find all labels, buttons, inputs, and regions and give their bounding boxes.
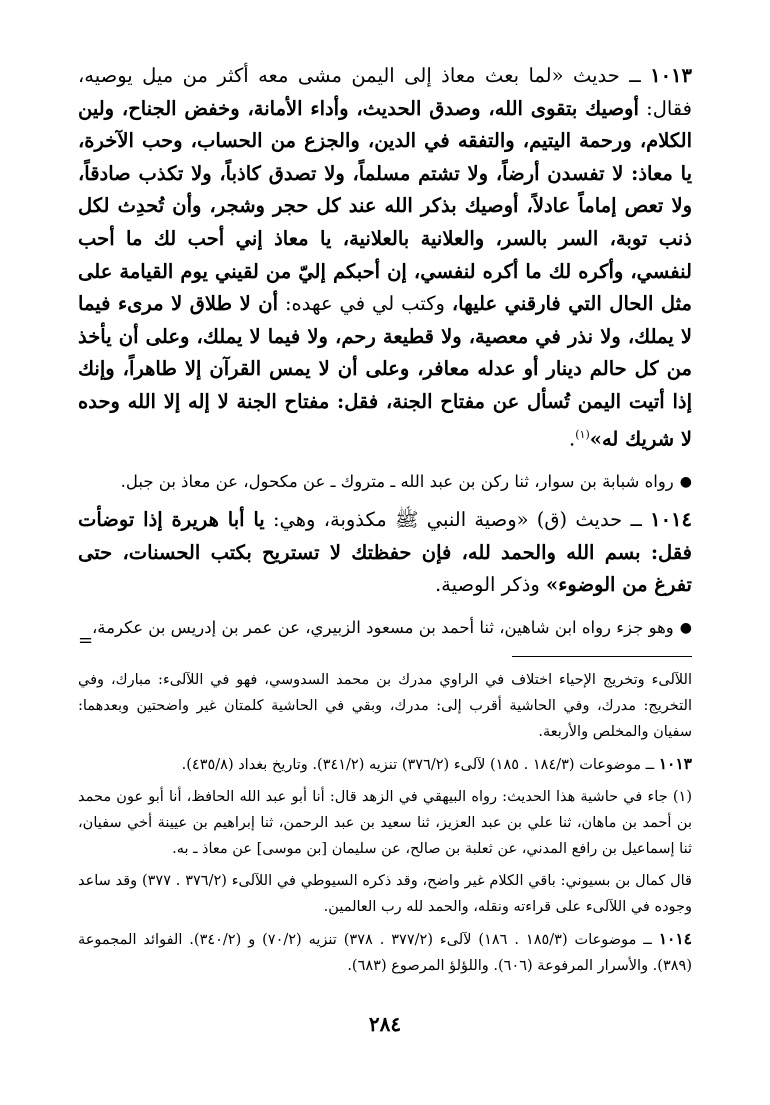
- hadith-1013-paragraph: [78, 60, 692, 456]
- hadith-number: ١٠١٣: [650, 64, 692, 87]
- page-number: ٢٨٤: [368, 1012, 402, 1036]
- footnote-text: قال كمال بن بسيوني: باقي الكلام غير واضح، وقد ذكره السيوطي في اللآلىء (٣٧٦/٢ . ٣٧٧) وقد ساعد وجوده في اللآلىء على قراءته ونقله، والحمد لله رب العالمين.: [78, 873, 692, 916]
- bullet-icon: ●: [679, 474, 692, 491]
- footnote-1: [78, 784, 692, 862]
- footnote-text: ــ موضوعات (١٨٤/٣ . ١٨٥) لآلىء (٣٧٦/٢) تنزيه (٣٤١/٢). وتاريخ بغداد (٤٣٥/٨).: [181, 757, 659, 774]
- bullet-icon: ●: [679, 620, 692, 637]
- footnote-separator: [512, 656, 692, 657]
- hadith-intro: ــ حديث (ق) «وصية النبي ﷺ مكذوبة، وهي:: [264, 508, 651, 532]
- continuation-mark: =: [78, 630, 94, 651]
- hadith-text: يا أبا هريرة إذا توضأت فقل: بسم الله والحمد لله، فإن حفظتك لا تستريح بكتب الحسنات، حتى تفرغ من الوضوء»: [78, 508, 692, 597]
- narration-text: رواه شبابة بن سوار، ثنا ركن بن عبد الله ـ متروك ـ عن مكحول، عن معاذ بن جبل.: [120, 471, 674, 491]
- footnote-number: ١٠١٤: [658, 929, 692, 949]
- continuation-text: اللآلىء وتخريج الإحياء اختلاف في الراوي مدرك بن محمد السدوسي، فهو في اللآلىء: مبارك، وفي التخريج: مدرك، وفي الحاشية أقرب إلى: مدرك، وبقي في الحاشية كلمتان غير واضحتين وبعدهما: سفيان والمخلص والأربعة.: [78, 672, 692, 741]
- hadith-text: أوصيك بتقوى الله، وصدق الحديث، وأداء الأمانة، وخفض الجناح، ولين الكلام، ورحمة اليتيم، والتفقه في الدين، والجزع من الحساب، وحب الآخرة، يا معاذ: لا تفسدن أرضاً، ولا تشتم مسلماً، ولا تصدق كاذباً، ولا تكذب صادقاً، ولا تعص إماماً عادلاً، أوصيك بذكر الله عند كل حجر وشجر، وأن تُحدِث لكل ذنب توبة، السر بالسر، والعلانية بالعلانية، يا معاذ إني أحب لك ما أحب لنفسي، وأكره لك ما أكره لنفسي، إن أحبكم إليّ من لقيني يوم القيامة على مثل الحال التي فارقني عليها،: [78, 96, 692, 316]
- footnote-1013: [78, 751, 692, 778]
- hadith-mid-text: وكتب لي في عهده:: [278, 292, 452, 316]
- hadith-1014-paragraph: [78, 504, 692, 602]
- hadith-end: وذكر الوصية.: [434, 573, 547, 597]
- sentence-end: .: [569, 427, 576, 451]
- hadith-intro: ــ حديث «لما بعث معاذ إلى اليمن مشى معه أكثر من ميل يوصيه، فقال:: [78, 64, 692, 120]
- footnote-marker: (١): [672, 789, 692, 806]
- footnotes-section: [78, 667, 692, 979]
- hadith-1013-narration: [78, 468, 692, 497]
- footnote-reference[interactable]: (١): [575, 427, 590, 441]
- footnote-number: ١٠١٣: [658, 754, 692, 774]
- footnote-continuation: [78, 667, 692, 745]
- hadith-text-continued: أن لا طلاق لا مرىء فيما لا يملك، ولا نذر في معصية، ولا قطيعة رحم، ولا فيما لا يملك، وعلى أن يأخذ من كل حالم دينار أو عدله معافر، وعلى أن لا يمس القرآن إلا طاهراً، وإنك إذا أتيت اليمن تُسأل عن مفتاح الجنة، فقل: مفتاح الجنة لا إله إلا الله وحده لا شريك له»: [78, 292, 692, 451]
- footnote-1014: [78, 926, 692, 979]
- narration-text: وهو جزء رواه ابن شاهين، ثنا أحمد بن مسعود الزبيري، عن عمر بن إدريس بن عكرمة،: [91, 617, 674, 637]
- footnote-text: ــ موضوعات (١٨٥/٣ . ١٨٦) لآلىء (٣٧٧/٢ . ٣٧٨) تنزيه (٧٠/٢) و (٣٤٠/٢). الفوائد المجموعة (٣٨٩). والأسرار المرفوعة (٦٠٦). واللؤلؤ المرصوع (٦٨٣).: [78, 932, 692, 975]
- footnote-text: جاء في حاشية هذا الحديث: رواه البيهقي في الزهد قال: أنا أبو عبد الله الحافظ، أنا أبو عون محمد بن أحمد بن ماهان، ثنا علي بن عبد العزيز، ثنا سعيد بن عبد الرحمن، ثنا إبراهيم بن عيينة أخي سفيان، ثنا إسماعيل بن رافع المدني، عن ثعلبة بن صالح، عن سليمان [بن موسى] عن معاذ ـ به.: [78, 789, 692, 858]
- hadith-number: ١٠١٤: [650, 508, 693, 532]
- hadith-1014-narration: [78, 614, 692, 643]
- footnote-kamal: [78, 868, 692, 920]
